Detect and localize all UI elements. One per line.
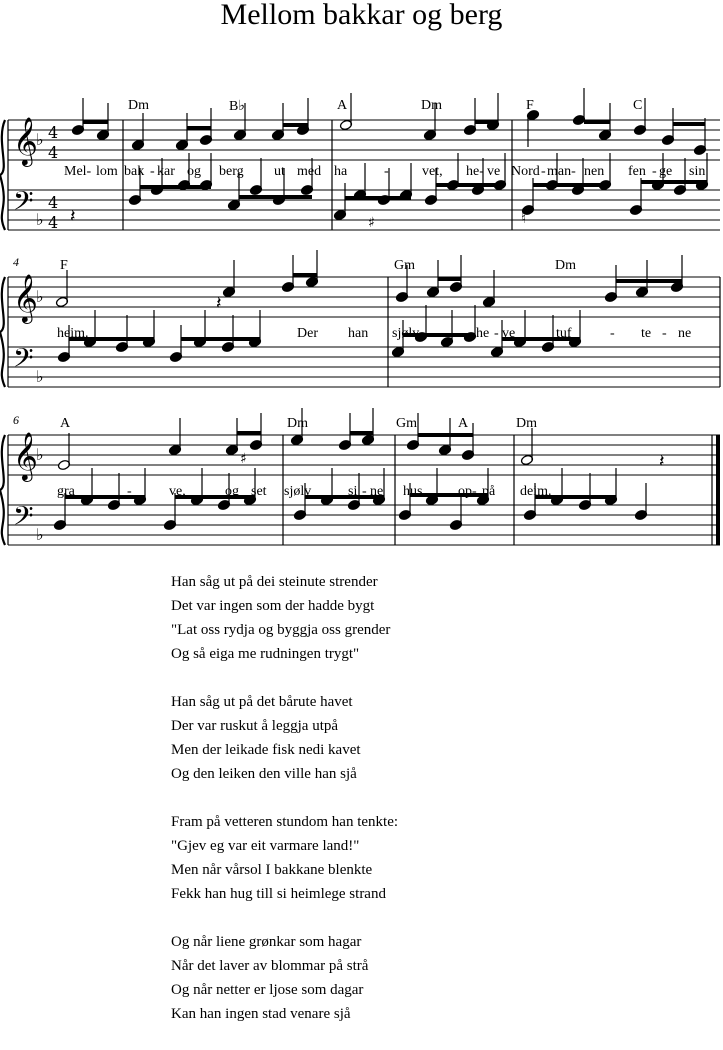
chord-symbol: Gm [394,258,415,273]
lyric-syllable: og [225,484,239,499]
lyric-syllable: med [297,164,322,179]
rest-icon: 𝄽 [659,451,665,472]
lyric-syllable: - [472,484,477,499]
verse-line: "Lat oss rydja og byggja oss grender [171,622,391,638]
measure-number: 4 [13,255,19,269]
staff-graphics [0,405,723,545]
staff-graphics [0,247,723,387]
lyric-syllable: ha [334,164,348,179]
lyric-syllable: heim. [57,326,89,341]
music-system-2 [0,247,723,387]
verse-line: Han såg ut på det bårute havet [171,694,353,710]
lyric-syllable: ge [659,164,673,179]
lyric-syllable: gra [57,484,75,499]
song-title: Mellom bakkar og berg [220,0,503,31]
staff-graphics [0,90,723,230]
verse-line: Og den leiken den ville han sjå [171,766,357,782]
lyric-syllable: sjølv [284,484,312,499]
bass-clef-icon: 𝄢 [13,342,34,380]
flat-sign: ♭ [36,210,44,229]
time-signature-denominator: 4 [48,143,59,162]
sharp-sign: ♯ [368,215,375,231]
lyric-syllable: ve [487,164,501,179]
chord-symbol: Dm [516,416,537,431]
lyric-syllable: han [348,326,369,341]
lyric-syllable: hus [403,484,423,499]
chord-symbol: B♭ [229,99,245,114]
chord-symbol: A [458,416,469,431]
flat-sign: ♭ [36,525,44,544]
brace [0,435,5,545]
verse-stanza [171,930,398,1026]
rest-icon: 𝄽 [216,293,222,314]
verse-line: Der var ruskut å leggja utpå [171,718,339,734]
flat-sign: ♭ [36,367,44,386]
verse-line: Fram på vetteren stundom han tenkte: [171,814,399,830]
chord-symbol: Gm [396,416,417,431]
lyric-syllable: he [476,326,490,341]
treble-clef-icon: 𝄞 [13,273,38,322]
chord-symbol: Dm [287,416,308,431]
treble-clef-icon: 𝄞 [13,431,38,480]
lyric-syllable: - [541,164,546,179]
time-signature-numerator: 4 [48,123,59,142]
lyric-syllable: nen [584,164,605,179]
lyric-syllable: og [187,164,201,179]
lyric-syllable: på [482,484,496,499]
time-signature-numerator: 4 [48,193,59,212]
lyric-syllable: berg [219,164,244,179]
lyric-syllable: - [662,326,667,341]
lyric-syllable: ve [502,326,516,341]
lyric-syllable: set [251,484,267,499]
brace [0,120,5,230]
lyric-syllable: ne [678,326,692,341]
chord-symbol: Dm [555,258,576,273]
lyric-syllable: op [458,484,472,499]
chord-symbol: A [60,416,71,431]
lyric-syllable: bak [124,164,145,179]
chord-symbol: A [337,98,348,113]
verse-line: Fekk han hug till si heimlege strand [171,886,386,902]
verse-line: "Gjev eg var eit varmare land!" [171,838,360,854]
natural-sign: ♮ [521,211,527,227]
chord-symbol: Dm [421,98,442,113]
lyric-syllable: - [652,164,657,179]
lyric-syllable: lom [96,164,118,179]
lyric-syllable: vet, [422,164,443,179]
lyric-syllable: man- [547,164,576,179]
brace [0,277,5,387]
bass-clef-icon: 𝄢 [13,185,34,223]
lyric-syllable: - [127,484,132,499]
lyric-syllable: - [362,484,367,499]
verse-line: Og når netter er ljose som dagar [171,982,364,998]
lyric-syllable: Der [297,326,318,341]
lyric-syllable: he- [466,164,484,179]
lyric-syllable: - [494,326,499,341]
verse-line: Og når liene grønkar som hagar [171,934,362,950]
music-system-1 [0,90,723,230]
lyric-syllable: sin [689,164,706,179]
lyric-syllable: deim. [520,484,552,499]
verse-line: Det var ingen som der hadde bygt [171,598,375,614]
lyric-syllable: ve, [169,484,186,499]
verse-line: Men når vårsol I bakkane blenkte [171,862,373,878]
sharp-sign: ♯ [240,451,247,467]
chord-symbol: F [526,98,534,113]
treble-clef-icon: 𝄞 [13,116,38,165]
lyric-syllable: - [610,326,615,341]
lyric-syllable: Nord [511,164,540,179]
lyric-syllable: ut [274,164,285,179]
verse-line: Når det laver av blommar på strå [171,958,369,974]
verse-stanza [171,690,398,786]
lyric-syllable: te [641,326,652,341]
verse-line: Og så eiga me rudningen trygt" [171,646,360,662]
verse-line: Kan han ingen stad venare sjå [171,1006,351,1022]
flat-sign: ♭ [36,130,44,149]
verse-line: Men der leikade fisk nedi kavet [171,742,361,758]
bass-clef-icon: 𝄢 [13,500,34,538]
lyric-syllable: - [384,164,389,179]
lyric-syllable: kar [157,164,175,179]
lyric-syllable: si [348,484,358,499]
verse-stanza [171,810,398,906]
flat-sign: ♭ [36,445,44,464]
measure-number: 6 [13,413,19,427]
chord-symbol: Dm [128,98,149,113]
verses-block [171,570,398,1050]
lyric-syllable: Mel- [64,164,92,179]
lyric-syllable: sjølv [392,326,420,341]
flat-sign: ♭ [36,287,44,306]
verse-line: Han såg ut på dei steinute strender [171,574,378,590]
lyric-syllable: tuf [556,326,572,341]
music-system-3 [0,405,723,545]
lyric-syllable: ne [370,484,384,499]
verse-stanza [171,570,398,666]
lyric-syllable: fen [628,164,646,179]
time-signature-denominator: 4 [48,213,59,232]
chord-symbol: F [60,258,68,273]
lyric-syllable: - [150,164,155,179]
chord-symbol: C [633,98,643,113]
rest-icon: 𝄽 [70,206,76,227]
